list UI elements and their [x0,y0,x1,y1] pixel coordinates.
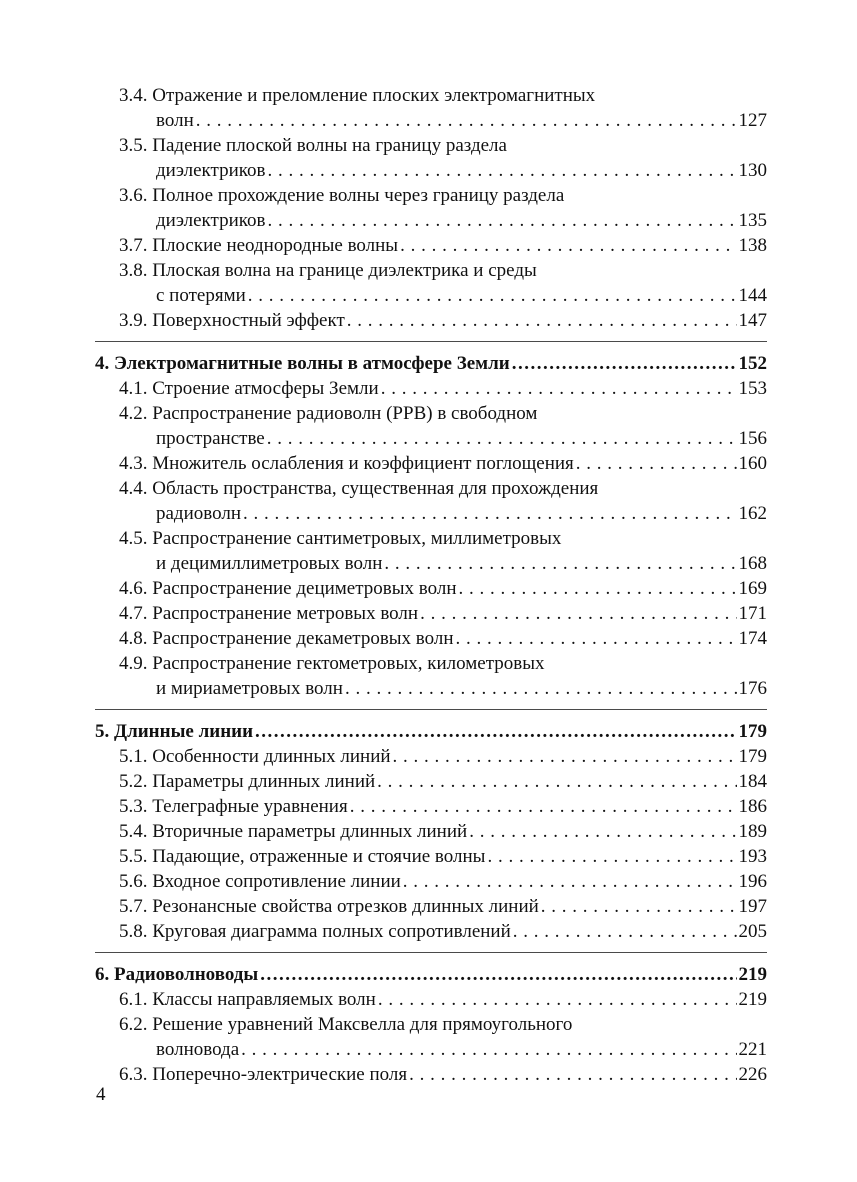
toc-entry [95,869,767,894]
toc-page-number: 168 [738,553,767,574]
toc-page-number: 160 [738,453,767,474]
toc-page-number: 130 [738,160,767,181]
toc-entry [95,233,767,258]
toc-page-number: 152 [738,353,767,374]
dot-leader [400,233,736,258]
toc-entry-text: 3.7. Плоские неоднородные волны [119,235,399,256]
toc-entry-text: 4.9. Распространение гектометровых, километровых [119,653,545,674]
toc-entry-text: 5.8. Круговая диаграмма полных сопротивлений [119,921,511,942]
dot-leader [377,769,736,794]
toc-entry [95,476,767,526]
toc-page-number: 127 [738,110,767,131]
toc-entry-text: 4.2. Распространение радиоволн (РРВ) в свободном [119,403,538,424]
dot-leader [403,869,737,894]
toc-entry-text: 5.1. Особенности длинных линий [119,746,391,767]
toc-entry [95,844,767,869]
toc-entry [95,308,767,333]
dot-leader [459,576,737,601]
dot-leader [345,676,737,701]
toc-page-number: 179 [738,721,767,742]
dot-leader [420,601,736,626]
toc-page-number: 197 [738,896,767,917]
toc-entry-text: 3.9. Поверхностный эффект [119,310,345,331]
dot-leader [255,719,736,744]
toc-entry-text: радиоволн [156,503,242,524]
toc-page-number: 196 [738,871,767,892]
toc-entry-text: 4.7. Распространение метровых волн [119,603,419,624]
toc-page-number: 219 [738,964,767,985]
dot-leader [347,308,737,333]
toc-entry [95,401,767,451]
dot-leader [267,158,736,183]
dot-leader [378,987,737,1012]
toc-page-number: 162 [738,503,767,524]
toc-entry [95,987,767,1012]
toc-section [95,952,767,1087]
toc-page-number: 144 [738,285,767,306]
toc-entry [95,919,767,944]
toc-entry-text: 3.4. Отражение и преломление плоских электромагнитных [119,85,596,106]
toc-entry-text: 4.8. Распространение декаметровых волн [119,628,454,649]
toc-page-number: 205 [738,921,767,942]
toc-entry-text: и децимиллиметровых волн [156,553,383,574]
toc-page-number: 176 [738,678,767,699]
toc-entry [95,744,767,769]
dot-leader [456,626,737,651]
toc-entry [95,258,767,308]
toc-entry-text: 5.6. Входное сопротивление линии [119,871,401,892]
toc-entry-text: 4.5. Распространение сантиметровых, миллиметровых [119,528,562,549]
table-of-contents [95,83,767,1087]
toc-entry-text: 6. Радиоволноводы [95,964,259,985]
toc-page-number: 179 [738,746,767,767]
dot-leader [381,376,737,401]
toc-entry [95,1012,767,1062]
toc-entry-text: 5.4. Вторичные параметры длинных линий [119,821,468,842]
toc-entry-text: волн [156,110,194,131]
toc-entry [95,894,767,919]
toc-chapter-entry [95,719,767,744]
toc-page-number: 189 [738,821,767,842]
toc-entry [95,794,767,819]
toc-entry-text: 4.6. Распространение дециметровых волн [119,578,457,599]
dot-leader [196,108,737,133]
dot-leader [384,551,736,576]
toc-entry-text: 4.3. Множитель ослабления и коэффициент поглощения [119,453,574,474]
toc-page-number: 186 [738,796,767,817]
toc-page-number: 221 [738,1039,767,1060]
toc-page-number: 135 [738,210,767,231]
dot-leader [267,208,736,233]
toc-entry [95,526,767,576]
toc-page-number: 153 [738,378,767,399]
dot-leader [241,1037,736,1062]
dot-leader [513,919,737,944]
toc-entry-text: 6.3. Поперечно-электрические поля [119,1064,408,1085]
toc-page-number: 226 [738,1064,767,1085]
toc-section [95,709,767,944]
toc-entry-text: 3.5. Падение плоской волны на границу раздела [119,135,507,156]
dot-leader [393,744,737,769]
toc-section [95,83,767,333]
toc-entry [95,651,767,701]
dot-leader [260,962,736,987]
toc-page-number: 169 [738,578,767,599]
toc-entry [95,1062,767,1087]
dot-leader [350,794,737,819]
dot-leader [512,351,737,376]
toc-entry-text: диэлектриков [156,210,266,231]
toc-page-number: 156 [738,428,767,449]
toc-chapter-entry [95,962,767,987]
toc-page-number: 147 [738,310,767,331]
dot-leader [243,501,736,526]
dot-leader [267,426,737,451]
toc-page-number: 174 [738,628,767,649]
toc-page-number: 138 [738,235,767,256]
dot-leader [576,451,737,476]
dot-leader [487,844,736,869]
toc-entry-text: 3.6. Полное прохождение волны через границу раздела [119,185,565,206]
toc-entry [95,819,767,844]
toc-entry [95,83,767,133]
toc-entry [95,376,767,401]
toc-page-number: 193 [738,846,767,867]
toc-entry [95,183,767,233]
dot-leader [409,1062,736,1087]
toc-entry-text: и мириаметровых волн [156,678,343,699]
toc-entry-text: 6.2. Решение уравнений Максвелла для прямоугольного [119,1014,573,1035]
dot-leader [469,819,736,844]
toc-entry-text: пространстве [156,428,265,449]
dot-leader [541,894,737,919]
toc-entry [95,451,767,476]
toc-page-number: 184 [738,771,767,792]
toc-entry-text: с потерями [156,285,246,306]
toc-entry-text: диэлектриков [156,160,266,181]
toc-entry-text: 5.3. Телеграфные уравнения [119,796,348,817]
toc-entry-text: 4.1. Строение атмосферы Земли [119,378,379,399]
toc-section [95,341,767,701]
toc-chapter-entry [95,351,767,376]
page-number: 4 [96,1084,106,1105]
toc-entry-text: 4. Электромагнитные волны в атмосфере Земли [95,353,510,374]
toc-entry [95,769,767,794]
toc-entry [95,133,767,183]
toc-entry [95,576,767,601]
toc-entry-text: волновода [156,1039,240,1060]
toc-entry [95,601,767,626]
toc-entry [95,626,767,651]
toc-entry-text: 3.8. Плоская волна на границе диэлектрика и среды [119,260,537,281]
toc-entry-text: 4.4. Область пространства, существенная для прохождения [119,478,599,499]
toc-entry-text: 6.1. Классы направляемых волн [119,989,376,1010]
toc-entry-text: 5.5. Падающие, отраженные и стоячие волны [119,846,486,867]
toc-entry-text: 5.2. Параметры длинных линий [119,771,376,792]
toc-page-number: 171 [738,603,767,624]
toc-entry-text: 5. Длинные линии [95,721,254,742]
dot-leader [248,283,737,308]
toc-entry-text: 5.7. Резонансные свойства отрезков длинных линий [119,896,539,917]
toc-page-number: 219 [738,989,767,1010]
